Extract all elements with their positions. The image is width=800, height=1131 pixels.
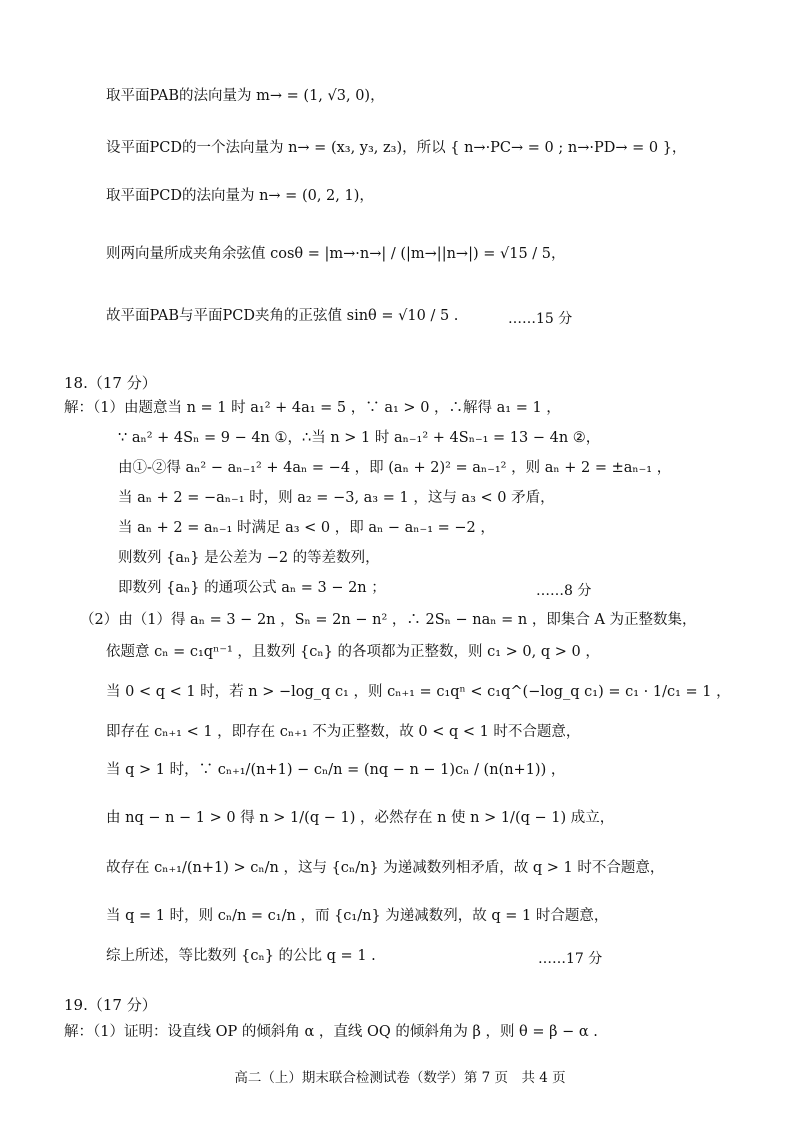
text-line: 当 aₙ + 2 = −aₙ₋₁ 时，则 a₂ = −3, a₃ = 1 ，这与 a₃ < 0 矛盾，: [118, 490, 555, 506]
text-line: 当 aₙ + 2 = aₙ₋₁ 时满足 a₃ < 0 ，即 aₙ − aₙ₋₁ = −2 ，: [118, 520, 495, 536]
text-line: 取平面PAB的法向量为 m→ = (1, √3, 0)，: [106, 88, 385, 104]
text-line: 当 q = 1 时，则 cₙ/n = c₁/n ，而 {c₁/n} 为递减数列，故 q = 1 时合题意，: [106, 908, 609, 924]
text-line: 当 0 < q < 1 时，若 n > −log_q c₁ ，则 cₙ₊₁ = c₁qⁿ < c₁q^(−log_q c₁) = c₁ · 1/c₁ = 1 ，: [106, 684, 731, 700]
text-line: 则两向量所成夹角余弦值 cosθ = |m→·n→| / (|m→||n→|) = √15 / 5，: [106, 246, 566, 262]
text-line: 设平面PCD的一个法向量为 n→ = (x₃, y₃, z₃)，所以 { n→·PC→ = 0 ; n→·PD→ = 0 }，: [106, 140, 687, 156]
text-line: （2）由（1）得 aₙ = 3 − 2n ，Sₙ = 2n − n² ，∴ 2Sₙ − naₙ = n ，即集合 A 为正整数集，: [80, 612, 697, 628]
text-line: 即存在 cₙ₊₁ < 1 ，即存在 cₙ₊₁ 不为正整数，故 0 < q < 1 时不合题意，: [106, 724, 581, 740]
text-line: 解：（1）证明：设直线 OP 的倾斜角 α ，直线 OQ 的倾斜角为 β ，则 θ = β − α .: [64, 1024, 598, 1040]
score-mark: ……15 分: [508, 311, 573, 327]
text-line: 由①-②得 aₙ² − aₙ₋₁² + 4aₙ = −4 ，即 (aₙ + 2)² = aₙ₋₁² ，则 aₙ + 2 = ±aₙ₋₁ ，: [118, 460, 672, 476]
text-line: 则数列 {aₙ} 是公差为 −2 的等差数列，: [118, 550, 380, 566]
score-mark: ……8 分: [536, 583, 592, 599]
text-line: 综上所述，等比数列 {cₙ} 的公比 q = 1 .: [106, 948, 376, 964]
text-line: 由 nq − n − 1 > 0 得 n > 1/(q − 1) ，必然存在 n 使 n > 1/(q − 1) 成立，: [106, 810, 615, 826]
text-line: 解：（1）由题意当 n = 1 时 a₁² + 4a₁ = 5 ，∵ a₁ > 0 ，∴解得 a₁ = 1 ，: [64, 400, 561, 416]
page-footer: 高二（上）期末联合检测试卷（数学）第 7 页 共 4 页: [234, 1070, 566, 1086]
text-line: 故平面PAB与平面PCD夹角的正弦值 sinθ = √10 / 5 .: [106, 308, 459, 324]
text-line: 故存在 cₙ₊₁/(n+1) > cₙ/n ，这与 {cₙ/n} 为递减数列相矛盾，故 q > 1 时不合题意，: [106, 860, 665, 876]
text-line: 依题意 cₙ = c₁qⁿ⁻¹ ，且数列 {cₙ} 的各项都为正整数，则 c₁ > 0, q > 0 ，: [106, 644, 600, 660]
question-header: 18.（17 分）: [64, 374, 157, 392]
text-line: 当 q > 1 时，∵ cₙ₊₁/(n+1) − cₙ/n = (nq − n − 1)cₙ / (n(n+1)) ，: [106, 762, 566, 778]
text-line: ∵ aₙ² + 4Sₙ = 9 − 4n ①，∴当 n > 1 时 aₙ₋₁² + 4Sₙ₋₁ = 13 − 4n ②，: [118, 430, 601, 446]
score-mark: ……17 分: [538, 951, 603, 967]
text-line: 即数列 {aₙ} 的通项公式 aₙ = 3 − 2n ；: [118, 580, 386, 596]
question-header: 19.（17 分）: [64, 996, 157, 1014]
text-line: 取平面PCD的法向量为 n→ = (0, 2, 1)，: [106, 188, 374, 204]
